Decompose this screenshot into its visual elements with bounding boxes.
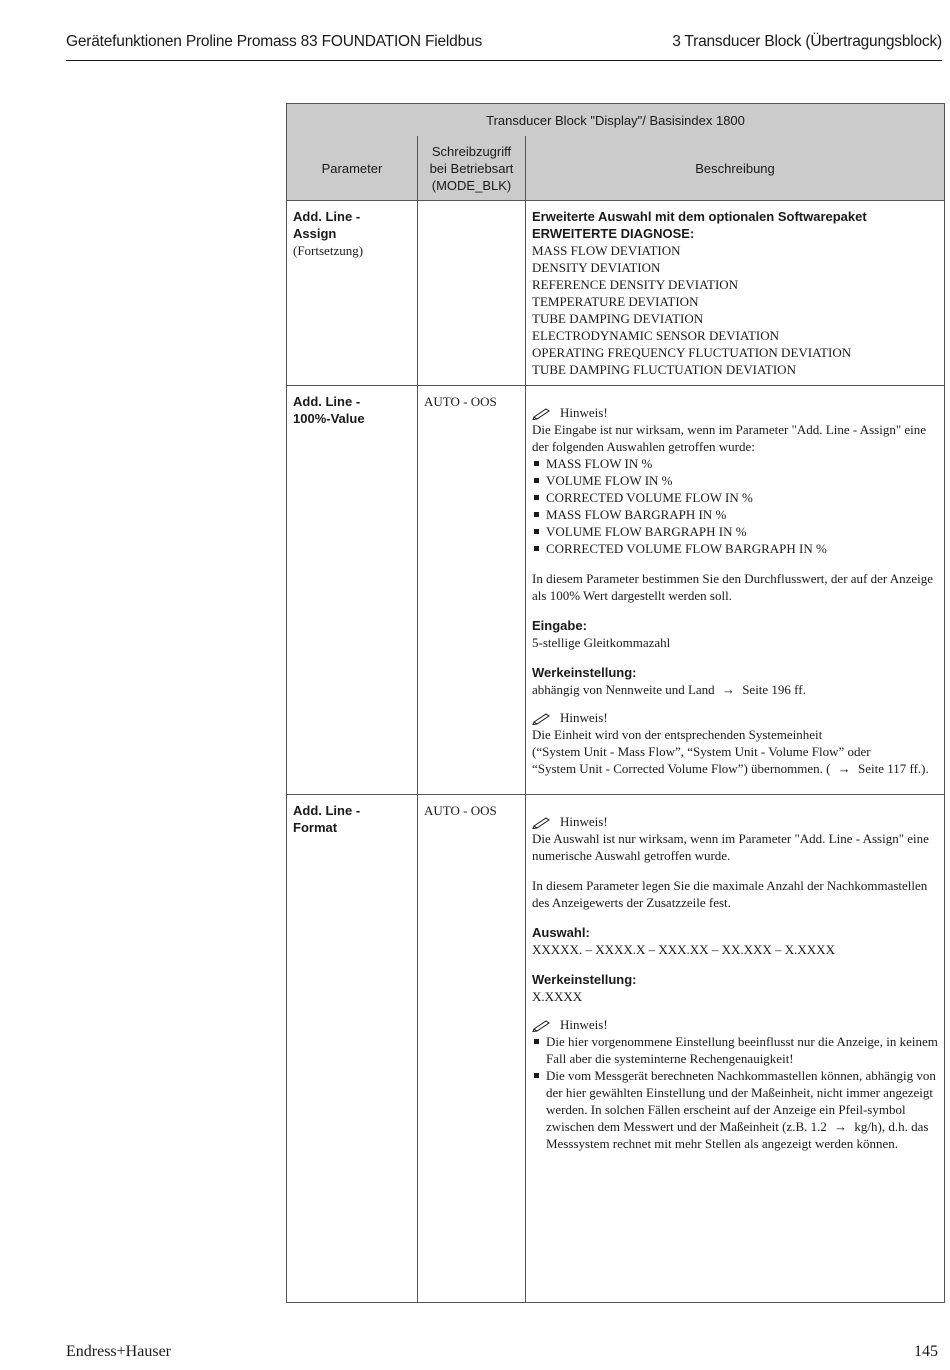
access-cell: AUTO - OOS — [418, 386, 526, 795]
list-item: VOLUME FLOW IN % — [532, 472, 938, 489]
note-label: Hinweis! — [560, 710, 608, 725]
bullet-list — [532, 1033, 938, 1152]
note-label: Hinweis! — [560, 1017, 608, 1032]
column-header-access-line2: bei Betriebsart — [429, 160, 514, 176]
page-reference: Seite 196 ff. — [742, 682, 806, 697]
description-heading-line1: Erweiterte Auswahl mit dem optionalen Softwarepaket — [532, 209, 867, 224]
table-title: Transducer Block "Display"/ Basisindex 1800 — [287, 104, 945, 137]
table-row — [287, 201, 945, 386]
parameter-name-line2: 100%-Value — [293, 411, 365, 426]
list-item-text: Die vom Messgerät berechneten Nachkommastellen können, abhängig von der hier gewählten Einstellung und der Maßeinheit, nicht immer angezeigt werden. In solchen Fällen erscheint auf der Anzeige ein Pfeil-symbol zwischen dem Messwert und der Maßeinheit (z.B. 1.2 — [546, 1068, 936, 1134]
description-heading-line2: ERWEITERTE DIAGNOSE: — [532, 226, 695, 241]
note-label: Hinweis! — [560, 405, 608, 420]
list-item: REFERENCE DENSITY DEVIATION — [532, 277, 739, 292]
list-item: CORRECTED VOLUME FLOW BARGRAPH IN % — [532, 540, 938, 557]
parameter-continuation: (Fortsetzung) — [293, 243, 364, 258]
input-label: Eingabe: — [532, 618, 587, 633]
note-text-segment: “System Unit - Corrected Volume Flow”) übernommen. ( — [532, 761, 831, 776]
arrow-right-icon: → — [721, 682, 735, 697]
page-number: 145 — [914, 1343, 938, 1360]
table-row — [287, 386, 945, 795]
table-row — [287, 795, 945, 1303]
note-label: Hinweis! — [560, 814, 608, 829]
list-item: Die hier vorgenommene Einstellung beeinflusst nur die Anzeige, in keinem Fall aber die systeminterne Rechengenauigkeit! — [532, 1033, 938, 1067]
note-text-line1: Die Einheit wird von der entsprechenden Systemeinheit — [532, 727, 823, 742]
pencil-icon — [532, 815, 554, 829]
column-header-access-line3: (MODE_BLK) — [431, 177, 512, 193]
description-paragraph: In diesem Parameter bestimmen Sie den Durchflusswert, der auf der Anzeige als 100% Wert dargestellt werden soll. — [532, 571, 934, 603]
factory-setting-value — [532, 681, 938, 698]
parameter-name-line1: Add. Line - — [293, 209, 361, 224]
column-header-parameter: Parameter — [287, 136, 418, 201]
note-text-line3 — [532, 760, 938, 777]
note-heading — [532, 404, 938, 421]
selection-value: XXXXX. – XXXX.X – XXX.XX – XX.XXX – X.XXXX — [532, 942, 835, 957]
pencil-icon — [532, 1018, 554, 1032]
list-item: MASS FLOW DEVIATION — [532, 243, 681, 258]
column-header-access — [418, 136, 526, 201]
transducer-block-table — [286, 103, 945, 1303]
list-item-text: kg/h), d.h. das Messsystem rechnet mit mehr Stellen als angezeigt werden können. — [546, 1119, 929, 1151]
parameter-cell — [287, 201, 418, 386]
footer-brand: Endress+Hauser — [66, 1343, 171, 1360]
note-text-line2: (“System Unit - Mass Flow”, “System Unit - Volume Flow” oder — [532, 744, 871, 759]
arrow-right-icon: → — [837, 761, 851, 776]
parameter-name-line2: Format — [293, 820, 338, 835]
parameter-cell — [287, 795, 418, 1303]
running-header-title: Gerätefunktionen Proline Promass 83 FOUNDATION Fieldbus — [66, 33, 482, 50]
factory-setting-label: Werkeinstellung: — [532, 972, 637, 987]
list-item: MASS FLOW BARGRAPH IN % — [532, 506, 938, 523]
list-item: TUBE DAMPING FLUCTUATION DEVIATION — [532, 362, 796, 377]
running-header-section: 3 Transducer Block (Übertragungsblock) — [672, 33, 942, 50]
selection-label: Auswahl: — [532, 925, 590, 940]
description-cell — [526, 201, 945, 386]
list-item: TUBE DAMPING DEVIATION — [532, 311, 704, 326]
list-item: VOLUME FLOW BARGRAPH IN % — [532, 523, 938, 540]
column-header-access-line1: Schreibzugriff — [431, 143, 512, 159]
page-reference: Seite 117 ff.). — [857, 761, 929, 776]
parameter-name-line1: Add. Line - — [293, 803, 361, 818]
list-item — [532, 1067, 938, 1152]
parameter-name-line2: Assign — [293, 226, 337, 241]
note-heading — [532, 813, 938, 830]
access-cell: AUTO - OOS — [418, 795, 526, 1303]
description-cell — [526, 386, 945, 795]
note-text: Die Eingabe ist nur wirksam, wenn im Parameter "Add. Line - Assign" eine der folgenden Auswahlen getroffen wurde: — [532, 422, 927, 454]
arrow-right-icon: → — [834, 1119, 848, 1134]
pencil-icon — [532, 406, 554, 420]
list-item: OPERATING FREQUENCY FLUCTUATION DEVIATION — [532, 345, 852, 360]
pencil-icon — [532, 711, 554, 725]
description-cell — [526, 795, 945, 1303]
input-value: 5-stellige Gleitkommazahl — [532, 635, 671, 650]
access-cell — [418, 201, 526, 386]
factory-setting-text: abhängig von Nennweite und Land — [532, 682, 715, 697]
list-item: CORRECTED VOLUME FLOW IN % — [532, 489, 938, 506]
note-heading — [532, 1016, 938, 1033]
note-text: Die Auswahl ist nur wirksam, wenn im Parameter "Add. Line - Assign" eine numerische Auswahl getroffen wurde. — [532, 831, 929, 863]
list-item: ELECTRODYNAMIC SENSOR DEVIATION — [532, 328, 779, 343]
column-header-description: Beschreibung — [526, 136, 945, 201]
list-item: MASS FLOW IN % — [532, 455, 938, 472]
parameter-name-line1: Add. Line - — [293, 394, 361, 409]
factory-setting-label: Werkeinstellung: — [532, 665, 637, 680]
bullet-list — [532, 455, 938, 557]
description-paragraph: In diesem Parameter legen Sie die maximale Anzahl der Nachkommastellen des Anzeigewerts der Zusatzzeile fest. — [532, 878, 928, 910]
parameter-cell — [287, 386, 418, 795]
factory-setting-value: X.XXXX — [532, 989, 583, 1004]
note-heading — [532, 709, 938, 726]
list-item: DENSITY DEVIATION — [532, 260, 661, 275]
header-rule — [66, 60, 942, 61]
list-item: TEMPERATURE DEVIATION — [532, 294, 699, 309]
